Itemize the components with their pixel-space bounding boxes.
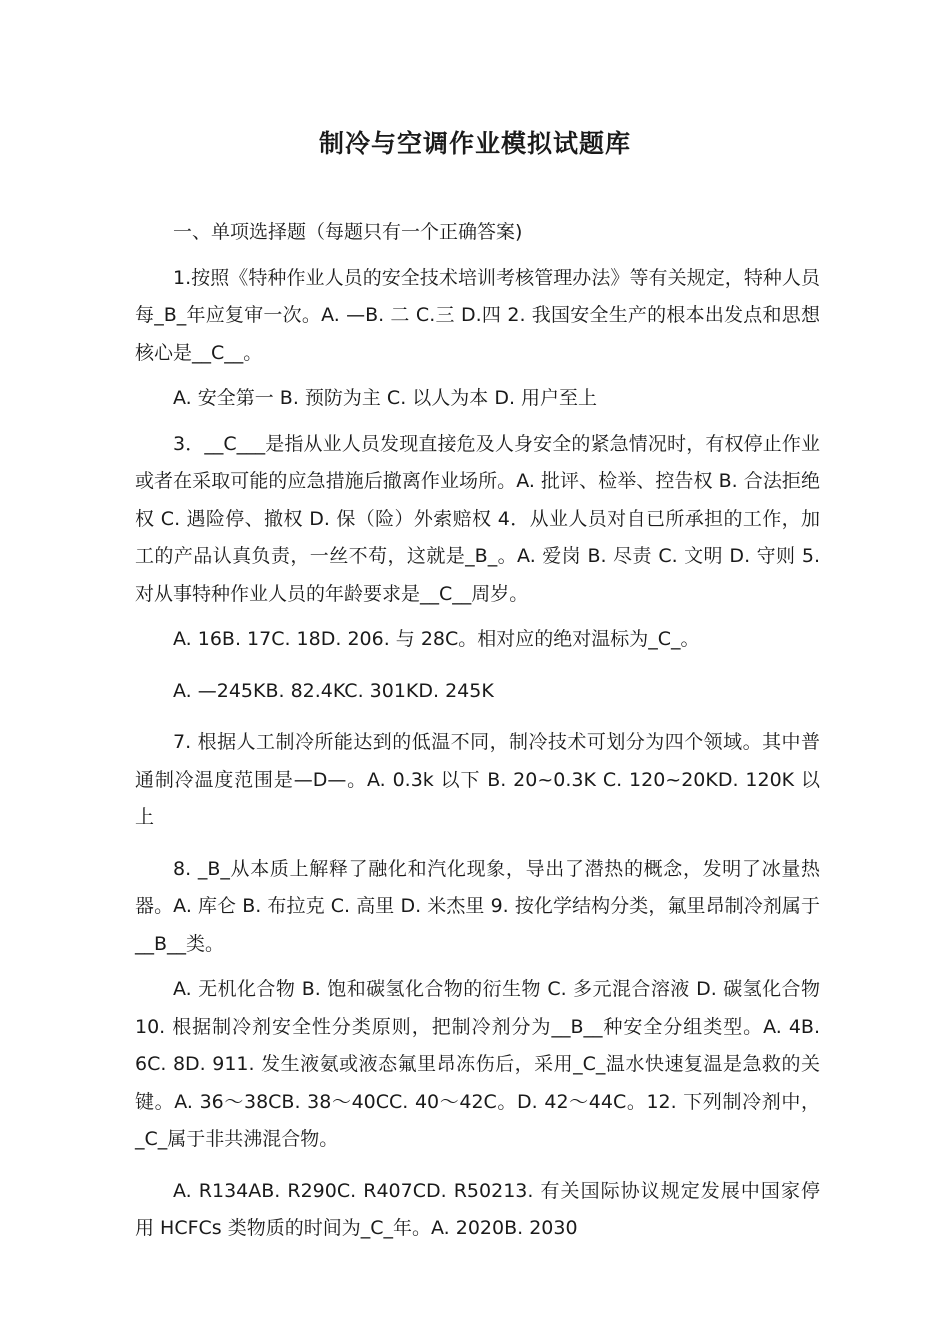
question-paragraph: 3．__C___是指从业人员发现直接危及人身安全的紧急情况时，有权停止作业或者在采取可能的应急措施后撤离作业场所。A. 批评、检举、控告权 B. 合法拒绝权 C. 遇险停、撤权 D. 保（险）外索赔权 4．从业人员对自已所承担的工作，加工的产品认真负责，一丝不苟，这就是_B_。A. 爱岗 B. 尽责 C. 文明 D. 守则 5. 对从事特种作业人员的年龄要求是__C__周岁。	[135, 432, 820, 605]
question-paragraph: 8. _B_从本质上解释了融化和汽化现象，导出了潜热的概念，发明了冰量热器。A. 库仑 B. 布拉克 C. 高里 D. 米杰里 9. 按化学结构分类，氟里昂制冷剂属于__B__类。	[135, 857, 820, 955]
options-paragraph: A. 16B. 17C. 18D. 206. 与 28C。相对应的绝对温标为_C_。	[173, 628, 700, 650]
question-paragraph: A. R134AB. R290C. R407CD. R50213. 有关国际协议规定发展中国家停用 HCFCs 类物质的时间为_C_年。A. 2020B. 2030	[135, 1179, 820, 1239]
document-body	[135, 214, 820, 1256]
question-paragraph: 1.按照《特种作业人员的安全技术培训考核管理办法》等有关规定，特种人员每_B_年应复审一次。A. —B. 二 C.三 D.四 2. 我国安全生产的根本出发点和思想核心是__C__。	[135, 266, 820, 364]
question-paragraph: 7. 根据人工制冷所能达到的低温不同，制冷技术可划分为四个领域。其中普通制冷温度范围是—D—。A. 0.3k 以下 B. 20~0.3K C. 120~20KD. 120K 以上	[135, 731, 820, 828]
options-paragraph: A. —245KB. 82.4KC. 301KD. 245K	[173, 679, 494, 702]
question-paragraph: A. 无机化合物 B. 饱和碳氢化合物的衍生物 C. 多元混合溶液 D. 碳氢化合物 10. 根据制冷剂安全性分类原则，把制冷剂分为__B__种安全分组类型。A. 4B. 6C. 8D. 911. 发生液氨或液态氟里昂冻伤后，采用_C_温水快速复温是急救的关键。A. 36～38CB. 38～40CC. 40～42C。D. 42～44C。12. 下列制冷剂中，_C_属于非共沸混合物。	[135, 978, 820, 1150]
options-paragraph: A. 安全第一 B. 预防为主 C. 以人为本 D. 用户至上	[173, 387, 598, 409]
document-title: 制冷与空调作业模拟试题库	[318, 129, 631, 158]
section-heading: 一、单项选择题（每题只有一个正确答案)	[173, 221, 523, 243]
